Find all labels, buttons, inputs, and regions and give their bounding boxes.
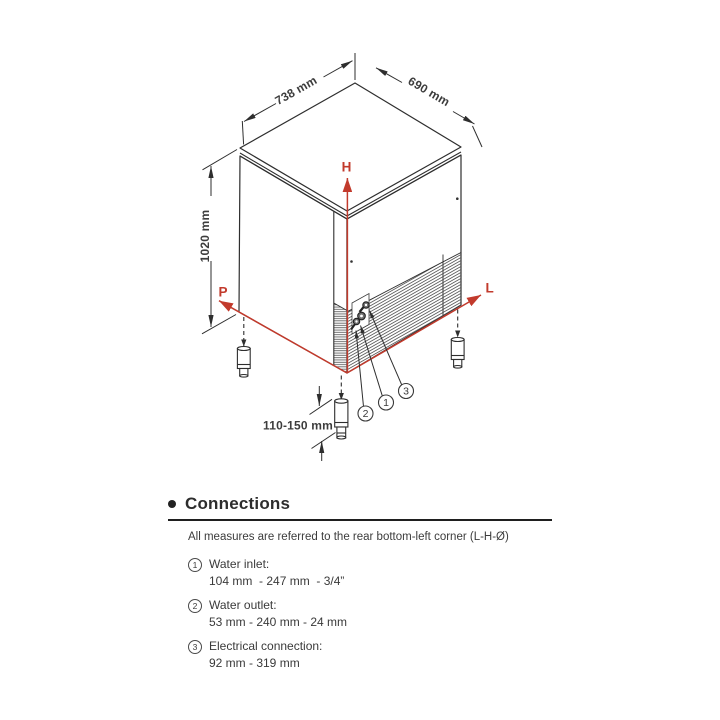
list-item-electrical: [188, 639, 560, 670]
item-value: 53 mm - 240 mm - 24 mm: [209, 615, 348, 629]
ext-line: [202, 315, 236, 334]
dim-width-label: 738 mm: [272, 73, 320, 108]
section-title: Connections: [185, 494, 291, 513]
ext-line: [242, 121, 243, 145]
ext-line: [310, 399, 333, 414]
callout-3-label: 3: [403, 385, 409, 398]
dim-depth-label: 690 mm: [405, 73, 453, 110]
list-item-water-inlet: [188, 557, 560, 588]
connections-section: [168, 494, 560, 670]
item-number-badge: 3: [188, 640, 202, 654]
panel-dot-front: [350, 260, 353, 263]
item-label: Electrical connection:: [209, 639, 323, 653]
dim-height-label: 1020 mm: [198, 209, 212, 263]
foot-right: [451, 310, 464, 369]
ext-line: [203, 150, 238, 170]
list-item-water-outlet: [188, 598, 560, 629]
callout-1-label: 1: [383, 397, 389, 409]
ext-line: [312, 433, 336, 449]
foot-left: [237, 317, 250, 377]
axis-h-label: H: [341, 159, 352, 175]
item-value: 104 mm - 247 mm - 3/4”: [209, 574, 345, 588]
item-number-badge: 2: [188, 599, 202, 613]
item-number-badge: 1: [188, 558, 202, 572]
foot-front: [335, 376, 348, 440]
connections-header: [168, 494, 560, 514]
callout-2-label: 2: [362, 408, 369, 420]
side-vent-strip: [334, 303, 347, 373]
connections-list: [188, 557, 560, 670]
section-divider: [168, 519, 552, 521]
item-label: Water inlet:: [209, 557, 270, 571]
item-value: 92 mm - 319 mm: [209, 656, 300, 670]
ext-line: [473, 126, 483, 147]
bullet-icon: [168, 500, 176, 508]
connections-note: All measures are referred to the rear bottom-left corner (L-H-Ø): [188, 531, 509, 543]
dim-feet-label: 110-150 mm: [263, 418, 334, 433]
axis-p-label: P: [218, 284, 228, 300]
item-label: Water outlet:: [209, 598, 277, 612]
axis-l-label: L: [485, 280, 494, 296]
panel-dot-right: [456, 197, 459, 200]
